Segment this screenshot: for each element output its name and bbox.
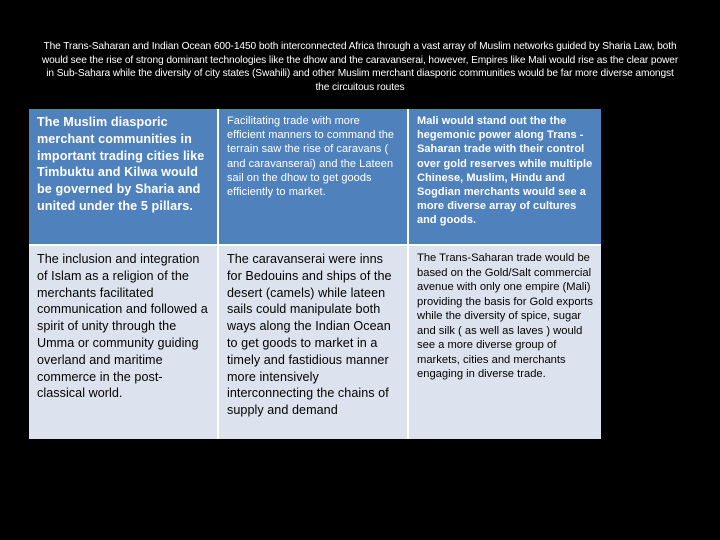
cell-text: The Trans-Saharan trade would be based on the Gold/Salt commercial avenue with only one empire (Mali) providing the basis for Gold exports while the diversity of spice, sugar and silk ( as well as laves ) would see a more diverse group of markets, cities and merchants engaging in diverse trade. bbox=[417, 252, 593, 380]
cell-text: The caravanserai were inns for Bedouins and ships of the desert (camels) while lateen sails could manipulate both ways along the Indian Ocean to get goods to market in a timely and fastidious manner more intensively interconnecting the chains of supply and demand bbox=[227, 252, 392, 418]
table-cell-r2-c2 bbox=[219, 246, 409, 439]
table-cell-r2-c3 bbox=[409, 246, 601, 439]
cell-text: Facilitating trade with more efficient manners to command the terrain saw the rise of caravans ( and caravanserai) and the Lateen sail on the dhow to get goods efficiently to market. bbox=[227, 115, 395, 199]
table-cell-r2-c1 bbox=[29, 246, 219, 439]
comparison-table bbox=[29, 109, 601, 439]
table-cell-r1-c2 bbox=[219, 109, 409, 246]
cell-text: Mali would stand out the the hegemonic power along Trans -Saharan trade with their control over gold reserves while multiple Chinese, Muslim, Hindu and Sogdian merchants would see a more diverse array of cultures and goods. bbox=[417, 115, 593, 227]
intro-paragraph: The Trans-Saharan and Indian Ocean 600-1450 both interconnected Africa through a vast array of Muslim networks guided by Sharia Law, both would see the rise of strong dominant technologies like the dhow and the caravanserai, however, Empires like Mali would rise as the clear power in Sub-Sahara while the diversity of city states (Swahili) and other Muslim merchant diasporic communities would be far more diverse amongst the circuitous routes bbox=[41, 41, 679, 93]
table-cell-r1-c1 bbox=[29, 109, 219, 246]
table-cell-r1-c3 bbox=[409, 109, 601, 246]
cell-text: The inclusion and integration of Islam as a religion of the merchants facilitated communication and followed a spirit of unity through the Umma or community guiding overland and maritime commerce in the post-classical world. bbox=[37, 252, 208, 401]
cell-text: The Muslim diasporic merchant communities in important trading cities like Timbuktu and Kilwa would be governed by Sharia and united under the 5 pillars. bbox=[37, 115, 205, 213]
